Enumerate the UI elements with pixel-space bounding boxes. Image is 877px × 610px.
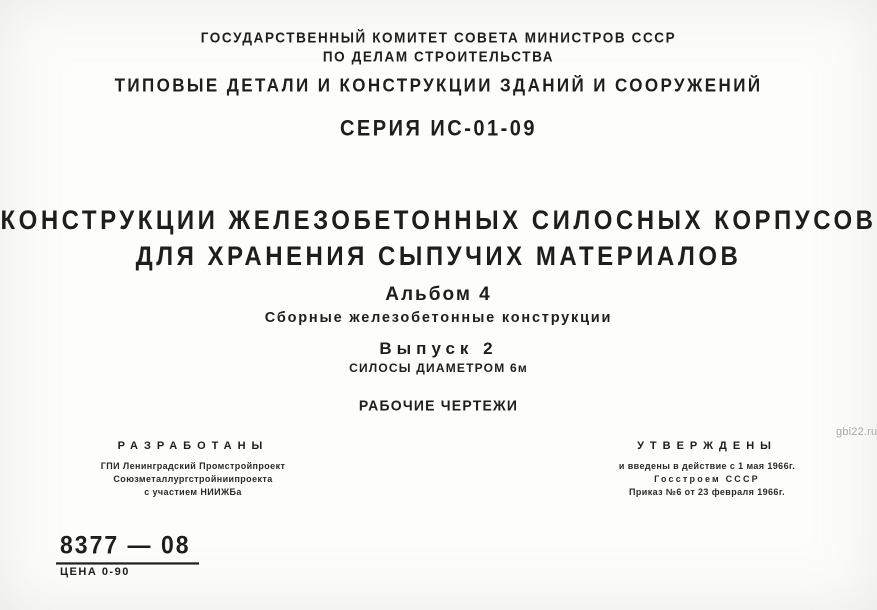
approved-line: Госстроем СССР bbox=[654, 474, 760, 484]
price-label: ЦЕНА 0-90 bbox=[60, 566, 130, 578]
main-title-line1: КОНСТРУКЦИИ ЖЕЛЕЗОБЕТОННЫХ СИЛОСНЫХ КОРПУСОВ bbox=[0, 205, 877, 236]
approved-line: Приказ №6 от 23 февраля 1966г. bbox=[629, 487, 785, 497]
approved-line: и введены в действие с 1 мая 1966г. bbox=[618, 461, 796, 471]
org-name-line1: ГОСУДАРСТВЕННЫЙ КОМИТЕТ СОВЕТА МИНИСТРОВ СССР bbox=[200, 29, 677, 46]
document-number: 8377 — 08 bbox=[56, 530, 199, 564]
issue-subtitle: СИЛОСЫ ДИАМЕТРОМ 6м bbox=[349, 361, 528, 375]
issue-label: Выпуск 2 bbox=[379, 339, 498, 358]
footer-block bbox=[56, 532, 199, 578]
main-title-line2: ДЛЯ ХРАНЕНИЯ СЫПУЧИХ МАТЕРИАЛОВ bbox=[135, 241, 742, 272]
developed-line: ГПИ Ленинградский Промстройпроект bbox=[100, 461, 286, 471]
program-title: ТИПОВЫЕ ДЕТАЛИ И КОНСТРУКЦИИ ЗДАНИЙ И СООРУЖЕНИЙ bbox=[114, 75, 763, 96]
album-subtitle: Сборные железобетонные конструкции bbox=[264, 310, 613, 326]
approved-by-block bbox=[582, 440, 832, 499]
developed-line: с участием НИИЖБа bbox=[144, 487, 242, 497]
doc-type-label: РАБОЧИЕ ЧЕРТЕЖИ bbox=[358, 396, 519, 414]
developed-by-block bbox=[62, 440, 324, 499]
approved-heading: УТВЕРЖДЕНЫ bbox=[637, 440, 777, 452]
series-number: СЕРИЯ ИС-01-09 bbox=[339, 116, 538, 142]
org-name-line2: ПО ДЕЛАМ СТРОИТЕЛЬСТВА bbox=[322, 48, 555, 65]
album-label: Альбом 4 bbox=[385, 284, 492, 305]
main-title bbox=[0, 203, 877, 275]
site-watermark: gbi22.ru bbox=[836, 426, 877, 438]
developed-line: Союзметаллургстройниипроекта bbox=[113, 474, 273, 484]
developed-heading: РАЗРАБОТАНЫ bbox=[117, 440, 269, 452]
